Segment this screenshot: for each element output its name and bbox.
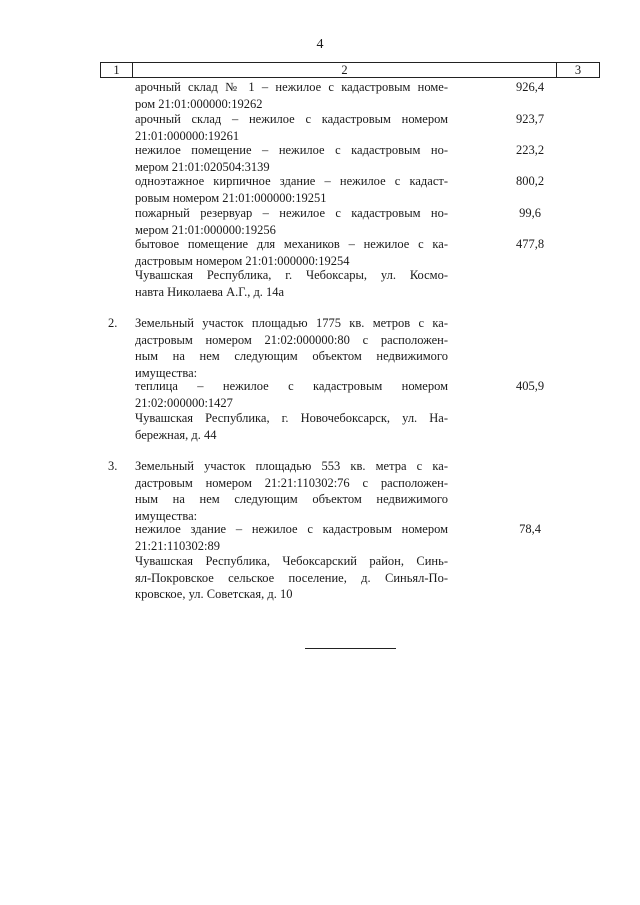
entry-3-description bbox=[135, 458, 448, 524]
item-area-value: 99,6 bbox=[519, 206, 541, 220]
description-line: дастровым номером 21:21:110302:76 с расположен- bbox=[135, 475, 448, 490]
object-line: теплица – нежилое с кадастровым номером bbox=[135, 379, 448, 393]
item-line: мером 21:01:000000:19256 bbox=[135, 222, 276, 237]
address-line: навта Николаева А.Г., д. 14а bbox=[135, 284, 285, 299]
address-line: бережная, д. 44 bbox=[135, 427, 217, 442]
description-line: дастровым номером 21:02:000000:80 с расположен- bbox=[135, 332, 448, 347]
item-mechanics-room bbox=[135, 236, 448, 269]
item-area-value: 923,7 bbox=[515, 112, 545, 126]
column-header-2: 2 bbox=[133, 63, 557, 77]
item-line: одноэтажное кирпичное здание – нежилое с кадаст- bbox=[135, 174, 448, 188]
address-line: кровское, ул. Советская, д. 10 bbox=[135, 587, 293, 601]
item-line: ром 21:01:000000:19262 bbox=[135, 96, 263, 111]
description-line: Земельный участок площадью 553 кв. метра с ка- bbox=[135, 459, 448, 473]
entry-3-area-value: 78,4 bbox=[519, 522, 541, 536]
entry-3-object bbox=[135, 521, 448, 554]
address-entry-1 bbox=[135, 267, 448, 300]
item-area-value: 477,8 bbox=[515, 237, 545, 251]
item-nonresidential-room bbox=[135, 142, 448, 175]
entry-number: 2. bbox=[108, 316, 118, 330]
item-brick-building bbox=[135, 173, 448, 206]
item-line: пожарный резервуар – нежилое с кадастровым но- bbox=[135, 206, 448, 220]
item-line: 21:01:000000:19261 bbox=[135, 128, 240, 143]
item-area-value: 926,4 bbox=[515, 80, 545, 94]
entry-2-description bbox=[135, 315, 448, 381]
item-line: арочный склад – нежилое с кадастровым номером bbox=[135, 112, 448, 126]
description-line: имущества: bbox=[135, 365, 198, 380]
item-line: дастровым номером 21:01:000000:19254 bbox=[135, 253, 350, 268]
address-line: Чувашская Республика, Чебоксарский район, Синь- bbox=[135, 554, 448, 568]
item-fire-reservoir bbox=[135, 205, 448, 238]
address-line: Чувашская Республика, г. Чебоксары, ул. Космо- bbox=[135, 268, 448, 282]
item-line: нежилое помещение – нежилое с кадастровым но- bbox=[135, 143, 448, 157]
item-arched-warehouse-1 bbox=[135, 79, 448, 112]
description-line: имущества: bbox=[135, 508, 198, 523]
description-line: Земельный участок площадью 1775 кв. метров с ка- bbox=[135, 316, 448, 330]
entry-3-address bbox=[135, 553, 448, 603]
column-header-3: 3 bbox=[574, 63, 582, 77]
entry-number: 3. bbox=[108, 459, 118, 473]
item-arched-warehouse bbox=[135, 111, 448, 144]
item-line: бытовое помещение для механиков – нежилое с ка- bbox=[135, 237, 448, 251]
entry-2-object bbox=[135, 378, 448, 411]
address-line: ял-Покровское сельское поселение, д. Синьял-По- bbox=[135, 570, 448, 585]
object-line: 21:02:000000:1427 bbox=[135, 395, 233, 410]
page-number: 4 bbox=[316, 37, 324, 52]
item-line: ровым номером 21:01:000000:19251 bbox=[135, 190, 327, 205]
entry-2-area-value: 405,9 bbox=[515, 379, 545, 393]
item-area-value: 223,2 bbox=[515, 143, 545, 157]
object-line: 21:21:110302:89 bbox=[135, 538, 220, 553]
object-line: нежилое здание – нежилое с кадастровым номером bbox=[135, 522, 448, 536]
item-line: мером 21:01:020504:3139 bbox=[135, 159, 270, 174]
description-line: ным на нем следующим объектом недвижимого bbox=[135, 492, 448, 506]
item-line: арочный склад № 1 – нежилое с кадастровым номе- bbox=[135, 80, 448, 94]
address-line: Чувашская Республика, г. Новочебоксарск, ул. На- bbox=[135, 411, 448, 425]
column-header-1: 1 bbox=[101, 63, 133, 77]
closing-rule bbox=[305, 648, 396, 649]
entry-2-address bbox=[135, 410, 448, 443]
table-header-row bbox=[100, 62, 600, 78]
description-line: ным на нем следующим объектом недвижимого bbox=[135, 349, 448, 363]
item-area-value: 800,2 bbox=[515, 174, 545, 188]
